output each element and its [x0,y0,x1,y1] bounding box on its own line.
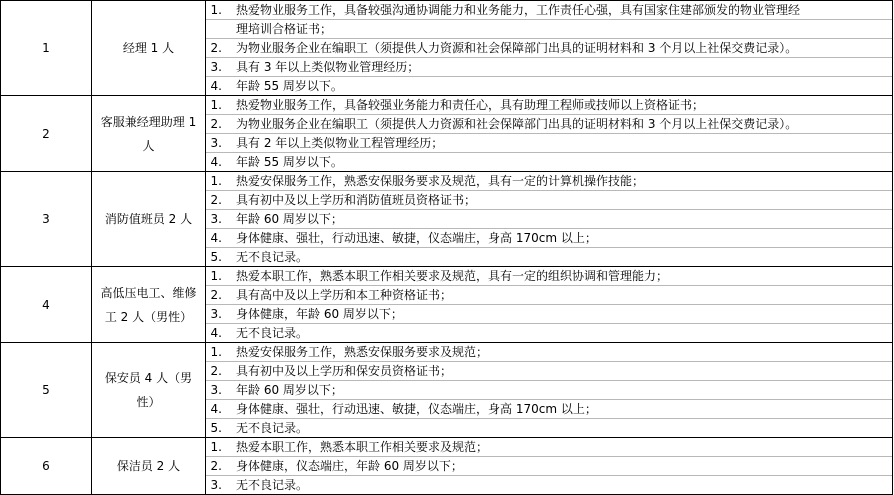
requirement-text: 热爱本职工作，熟悉本职工作相关要求及规范，具有一定的组织协调和管理能力； [236,269,669,283]
table-row [1,1,893,96]
requirement-item [206,77,892,95]
requirement-text: 理培训合格证书； [236,22,333,36]
requirement-number: 5. [210,250,222,264]
position-cell [92,1,206,96]
position-label: 客服兼经理助理 1 人 [100,114,197,153]
requirement-number: 1. [210,3,222,17]
requirement-item [206,39,892,58]
requirement-item [206,20,892,39]
requirement-number: 4. [210,231,222,245]
requirement-text: 具有高中及以上学历和本工种资格证书； [236,288,453,302]
requirement-number: 2. [210,364,222,378]
requirement-text: 无不良记录。 [236,478,309,492]
table-row [1,267,893,343]
position-label: 保洁员 2 人 [116,459,181,473]
requirement-item [206,457,892,476]
position-cell [92,267,206,343]
requirement-item [206,267,892,286]
requirement-number: 3. [210,212,222,226]
requirement-number: 3. [210,307,222,321]
requirement-number: 2. [210,193,222,207]
requirement-text: 身体健康、强壮，行动迅速、敏捷，仪态端庄，身高 170cm 以上； [236,402,597,416]
requirement-text: 为物业服务企业在编职工（须提供人力资源和社会保障部门出具的证明材料和 3 个月以上社保交费记录）。 [236,117,798,131]
requirement-text: 热爱本职工作，熟悉本职工作相关要求及规范； [236,440,489,454]
requirement-text: 身体健康、强壮，行动迅速、敏捷，仪态端庄，身高 170cm 以上； [236,231,597,245]
requirement-number: 5. [210,421,222,435]
table-row [1,172,893,267]
requirements-cell [206,438,893,495]
requirement-item [206,400,892,419]
requirement-item [206,210,892,229]
position-cell [92,172,206,267]
table-row [1,96,893,172]
requirement-item [206,96,892,115]
requirement-item [206,362,892,381]
requirement-number: 2. [210,117,222,131]
requirement-text: 热爱安保服务工作，熟悉安保服务要求及规范； [236,345,489,359]
row-number-cell: 1 [1,1,92,96]
requirements-table-body [1,1,893,495]
requirement-text: 身体健康，年龄 60 周岁以下； [236,307,403,321]
requirement-item [206,324,892,342]
requirement-item [206,286,892,305]
requirement-number: 3. [210,478,222,492]
position-label: 保安员 4 人（男性） [104,371,193,409]
requirement-item [206,381,892,400]
requirement-number: 2. [210,41,222,55]
requirement-text: 年龄 60 周岁以下； [236,212,343,226]
requirement-text: 具有初中及以上学历和消防值班员资格证书； [236,193,477,207]
requirement-item [206,229,892,248]
requirement-text: 热爱安保服务工作，熟悉安保服务要求及规范，具有一定的计算机操作技能； [236,174,645,188]
requirements-cell [206,172,893,267]
requirement-item [206,305,892,324]
requirement-item [206,115,892,134]
requirement-number: 3. [210,60,222,74]
row-number-cell: 2 [1,96,92,172]
requirement-item [206,172,892,191]
requirement-item [206,419,892,437]
requirement-text: 具有 3 年以上类似物业管理经历； [236,60,420,74]
requirement-number: 1. [210,269,222,283]
requirements-cell [206,1,893,96]
requirement-item [206,134,892,153]
requirement-text: 具有 2 年以上类似物业工程管理经历； [236,136,444,150]
requirement-text: 无不良记录。 [236,326,309,340]
requirement-item [206,343,892,362]
row-number-cell: 6 [1,438,92,495]
requirement-number: 4. [210,155,222,169]
requirement-text: 年龄 55 周岁以下。 [236,155,343,169]
requirements-cell [206,343,893,438]
table-row [1,438,893,495]
position-cell [92,438,206,495]
requirement-text: 具有初中及以上学历和保安员资格证书； [236,364,453,378]
row-number-cell: 3 [1,172,92,267]
requirements-cell [206,267,893,343]
requirement-number: 1. [210,440,222,454]
requirement-number: 4. [210,402,222,416]
requirement-number: 3. [210,136,222,150]
requirement-item [206,153,892,171]
requirements-cell [206,96,893,172]
requirement-number: 3. [210,383,222,397]
requirement-number: 1. [210,174,222,188]
requirement-number: 4. [210,326,222,340]
requirement-text: 热爱物业服务工作，具备较强业务能力和责任心，具有助理工程师或技师以上资格证书； [236,98,705,112]
requirement-text: 年龄 60 周岁以下； [236,383,343,397]
requirement-text: 为物业服务企业在编职工（须提供人力资源和社会保障部门出具的证明材料和 3 个月以上社保交费记录）。 [236,41,798,55]
requirement-number: 1. [210,98,222,112]
requirement-item [206,58,892,77]
requirement-item [206,248,892,266]
position-label: 经理 1 人 [122,41,175,55]
position-cell [92,343,206,438]
requirement-text: 年龄 55 周岁以下。 [236,79,343,93]
requirement-item [206,438,892,457]
row-number-cell: 5 [1,343,92,438]
position-label: 消防值班员 2 人 [104,212,193,226]
requirement-text: 热爱物业服务工作，具备较强沟通协调能力和业务能力，工作责任心强，具有国家住建部颁发的物业管理经 [236,3,801,17]
requirement-number: 2. [210,459,222,473]
requirement-text: 身体健康，仪态端庄，年龄 60 周岁以下； [236,459,463,473]
table-row [1,343,893,438]
row-number-cell: 4 [1,267,92,343]
requirement-item [206,1,892,20]
requirement-item [206,476,892,494]
requirement-text: 无不良记录。 [236,421,309,435]
requirement-item [206,191,892,210]
position-label: 高低压电工、维修工 2 人（男性） [100,285,197,324]
position-cell [92,96,206,172]
requirement-number: 2. [210,288,222,302]
requirement-number: 1. [210,345,222,359]
requirement-number: 4. [210,79,222,93]
requirement-text: 无不良记录。 [236,250,309,264]
